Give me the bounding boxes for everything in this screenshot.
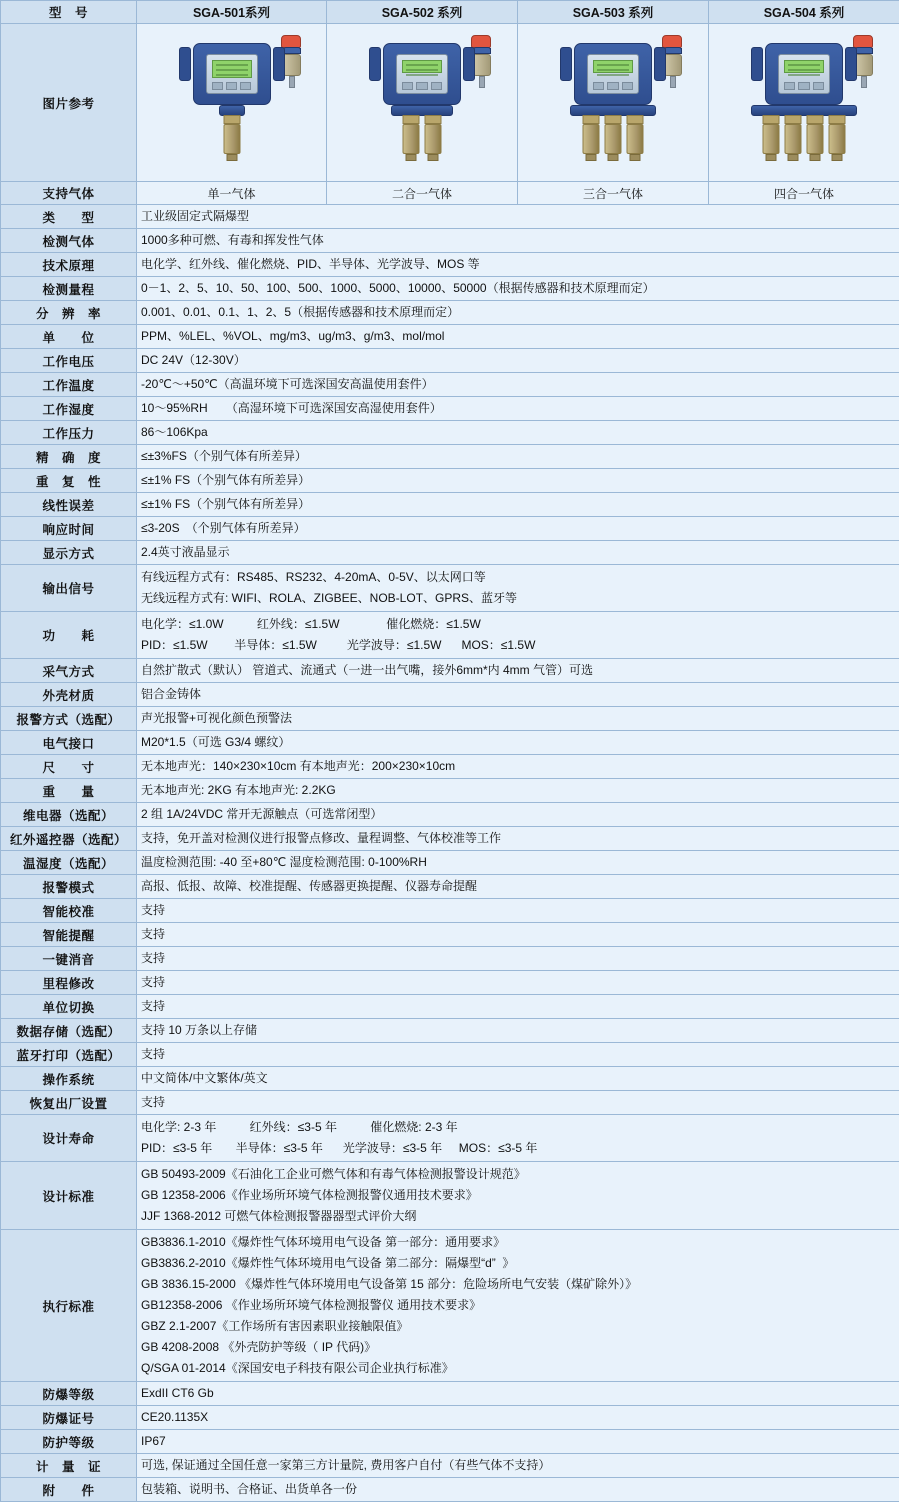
table-row — [1, 1067, 899, 1091]
table-row — [1, 923, 899, 947]
table-row — [1, 229, 899, 253]
keypad — [212, 82, 252, 90]
mounting-bracket-left — [560, 47, 572, 81]
row-value: 2.4英寸液晶显示 — [137, 541, 899, 565]
row-value: 0.001、0.01、0.1、1、2、5（根据传感器和技术原理而定） — [137, 301, 899, 325]
mounting-bracket-right — [463, 47, 475, 81]
row-label: 重 复 性 — [1, 469, 137, 493]
detector-housing — [765, 43, 843, 105]
table-row — [1, 995, 899, 1019]
alarm-horn-icon — [664, 47, 682, 87]
row-label: 工作温度 — [1, 373, 137, 397]
row-value-line: JJF 1368-2012 可燃气体检测报警器器型式评价大纲 — [141, 1206, 895, 1227]
table-row — [1, 1406, 899, 1430]
row-value-line: 电化学: 2-3 年 红外线：≤3-5 年 催化燃烧: 2-3 年 — [141, 1117, 895, 1138]
row-label: 尺 寸 — [1, 755, 137, 779]
table-row — [1, 565, 899, 612]
alarm-horn-icon — [283, 47, 301, 87]
row-value-line: 有线远程方式有：RS485、RS232、4-20mA、0-5V、以太网口等 — [141, 567, 895, 588]
table-row — [1, 1430, 899, 1454]
row-value — [137, 612, 899, 659]
device-illustration — [157, 29, 307, 179]
lcd-display — [593, 60, 633, 73]
row-label: 红外遥控器（选配） — [1, 827, 137, 851]
row-value: 高报、低报、故障、校准提醒、传感器更换提醒、仪器寿命提醒 — [137, 875, 899, 899]
row-value: 自然扩散式（默认） 管道式、流通式（一进一出气嘴，接外6mm*内 4mm 气管）可选 — [137, 659, 899, 683]
row-value — [137, 1162, 899, 1230]
row-label: 工作电压 — [1, 349, 137, 373]
row-label: 报警模式 — [1, 875, 137, 899]
table-row — [1, 971, 899, 995]
row-label: 温湿度（选配） — [1, 851, 137, 875]
device-sga-504-cell — [709, 24, 899, 182]
table-row — [1, 24, 899, 182]
row-value — [137, 1230, 899, 1382]
row-value-line: 电化学：≤1.0W 红外线：≤1.5W 催化燃烧：≤1.5W — [141, 614, 895, 635]
row-label: 蓝牙打印（选配） — [1, 1043, 137, 1067]
table-row — [1, 1230, 899, 1382]
row-label: 设计标准 — [1, 1162, 137, 1230]
row-value-line: GB 3836.15-2000 《爆炸性气体环境用电气设备第 15 部分：危险场所电气安装（煤矿除外）》 — [141, 1274, 895, 1295]
model-header-2: SGA-502 系列 — [327, 1, 518, 24]
alarm-horn-icon — [855, 47, 873, 87]
row-label: 防爆证号 — [1, 1406, 137, 1430]
lcd-display — [212, 60, 252, 78]
row-label: 一键消音 — [1, 947, 137, 971]
table-row — [1, 421, 899, 445]
row-label: 防护等级 — [1, 1430, 137, 1454]
row-label: 功 耗 — [1, 612, 137, 659]
table-header-row — [1, 1, 899, 24]
row-label: 防爆等级 — [1, 1382, 137, 1406]
keypad — [402, 82, 442, 90]
device-illustration — [729, 29, 879, 179]
sensor-group — [223, 115, 240, 161]
table-row — [1, 397, 899, 421]
row-value: -20℃～+50℃（高温环境下可选深国安高温使用套件） — [137, 373, 899, 397]
table-row — [1, 875, 899, 899]
row-value-line: GBZ 2.1-2007《工作场所有害因素职业接触限值》 — [141, 1316, 895, 1337]
gas-sensor-probe — [785, 115, 802, 161]
detector-housing — [574, 43, 652, 105]
row-value: 铝合金铸体 — [137, 683, 899, 707]
row-value-col-3: 三合一气体 — [518, 182, 709, 205]
row-label: 分 辨 率 — [1, 301, 137, 325]
row-label: 电气接口 — [1, 731, 137, 755]
row-label: 外壳材质 — [1, 683, 137, 707]
mounting-bracket-right — [654, 47, 666, 81]
mounting-bracket-right — [845, 47, 857, 81]
row-label: 报警方式（选配） — [1, 707, 137, 731]
gas-sensor-probe — [583, 115, 600, 161]
row-value: 支持 — [137, 899, 899, 923]
row-value: PPM、%LEL、%VOL、mg/m3、ug/m3、g/m3、mol/mol — [137, 325, 899, 349]
table-row — [1, 373, 899, 397]
row-label: 单 位 — [1, 325, 137, 349]
alarm-horn-icon — [473, 47, 491, 87]
table-row — [1, 779, 899, 803]
table-row — [1, 1115, 899, 1162]
row-value-col-4: 四合一气体 — [709, 182, 899, 205]
row-value: M20*1.5（可选 G3/4 螺纹） — [137, 731, 899, 755]
mounting-bracket-left — [179, 47, 191, 81]
table-row — [1, 349, 899, 373]
row-value-line: GB3836.2-2010《爆炸性气体环境用电气设备 第二部分：隔爆型“d” 》 — [141, 1253, 895, 1274]
row-value: 支持 10 万条以上存储 — [137, 1019, 899, 1043]
row-value-line: 无线远程方式有: WIFI、ROLA、ZIGBEE、NOB-LOT、GPRS、蓝牙等 — [141, 588, 895, 609]
table-row — [1, 899, 899, 923]
row-value-line: Q/SGA 01-2014《深国安电子科技有限公司企业执行标准》 — [141, 1358, 895, 1379]
table-row — [1, 493, 899, 517]
row-label: 支持气体 — [1, 182, 137, 205]
table-row — [1, 205, 899, 229]
mounting-bracket-right — [273, 47, 285, 81]
row-value: IP67 — [137, 1430, 899, 1454]
row-value: 声光报警+可视化颜色预警法 — [137, 707, 899, 731]
gas-sensor-probe — [223, 115, 240, 161]
row-label: 图片参考 — [1, 24, 137, 182]
row-label: 工作湿度 — [1, 397, 137, 421]
mounting-bracket-left — [369, 47, 381, 81]
row-value: 包装箱、说明书、合格证、出货单各一份 — [137, 1478, 899, 1502]
row-value-line: GB 12358-2006《作业场所环境气体检测报警仪通用技术要求》 — [141, 1185, 895, 1206]
table-row — [1, 851, 899, 875]
keypad — [784, 82, 824, 90]
gas-sensor-probe — [425, 115, 442, 161]
row-label: 智能提醒 — [1, 923, 137, 947]
row-label: 里程修改 — [1, 971, 137, 995]
row-label: 恢复出厂设置 — [1, 1091, 137, 1115]
row-value: 中文简体/中文繁体/英文 — [137, 1067, 899, 1091]
detector-front-panel — [587, 54, 639, 94]
model-header-1: SGA-501系列 — [137, 1, 327, 24]
row-value: ≤±1% FS（个别气体有所差异） — [137, 493, 899, 517]
row-value-col-1: 单一气体 — [137, 182, 327, 205]
table-row — [1, 803, 899, 827]
row-value: 可选, 保证通过全国任意一家第三方计量院, 费用客户自付（有些气体不支持） — [137, 1454, 899, 1478]
row-label: 智能校准 — [1, 899, 137, 923]
row-label: 精 确 度 — [1, 445, 137, 469]
row-value: 无本地声光：140×230×10cm 有本地声光：200×230×10cm — [137, 755, 899, 779]
lcd-display — [784, 60, 824, 73]
table-row — [1, 182, 899, 205]
row-label: 型 号 — [1, 1, 137, 24]
row-value — [137, 565, 899, 612]
row-value: 支持 — [137, 971, 899, 995]
table-row — [1, 1043, 899, 1067]
table-row — [1, 1162, 899, 1230]
table-row — [1, 1091, 899, 1115]
table-row — [1, 1478, 899, 1502]
row-label: 技术原理 — [1, 253, 137, 277]
row-value — [137, 1115, 899, 1162]
gas-sensor-probe — [627, 115, 644, 161]
row-value: CE20.1135X — [137, 1406, 899, 1430]
row-value: ≤±3%FS（个别气体有所差异） — [137, 445, 899, 469]
gas-sensor-probe — [807, 115, 824, 161]
detector-housing — [383, 43, 461, 105]
row-label: 附 件 — [1, 1478, 137, 1502]
table-row — [1, 277, 899, 301]
table-row — [1, 1454, 899, 1478]
table-row — [1, 755, 899, 779]
detector-front-panel — [778, 54, 830, 94]
gas-sensor-probe — [605, 115, 622, 161]
table-row — [1, 947, 899, 971]
row-label: 重 量 — [1, 779, 137, 803]
row-label: 输出信号 — [1, 565, 137, 612]
model-header-3: SGA-503 系列 — [518, 1, 709, 24]
row-value: 0－1、2、5、10、50、100、500、1000、5000、10000、50000（根据传感器和技术原理而定） — [137, 277, 899, 301]
gas-sensor-probe — [829, 115, 846, 161]
row-value-line: GB 50493-2009《石油化工企业可燃气体和有毒气体检测报警设计规范》 — [141, 1164, 895, 1185]
row-label: 采气方式 — [1, 659, 137, 683]
gas-sensor-probe — [403, 115, 420, 161]
detector-front-panel — [206, 54, 258, 94]
row-value: ≤3-20S （个别气体有所差异） — [137, 517, 899, 541]
sensor-group — [763, 115, 846, 161]
row-label: 单位切换 — [1, 995, 137, 1019]
row-value: 电化学、红外线、催化燃烧、PID、半导体、光学波导、MOS 等 — [137, 253, 899, 277]
row-label: 操作系统 — [1, 1067, 137, 1091]
row-value: DC 24V（12-30V） — [137, 349, 899, 373]
table-row — [1, 517, 899, 541]
table-row — [1, 1019, 899, 1043]
row-value: 1000多种可燃、有毒和挥发性气体 — [137, 229, 899, 253]
row-value-line: PID：≤1.5W 半导体：≤1.5W 光学波导：≤1.5W MOS：≤1.5W — [141, 635, 895, 656]
row-value: ≤±1% FS（个别气体有所差异） — [137, 469, 899, 493]
detector-housing — [193, 43, 271, 105]
model-header-4: SGA-504 系列 — [709, 1, 899, 24]
row-label: 检测量程 — [1, 277, 137, 301]
row-value-line: GB 4208-2008 《外壳防护等级（ IP 代码)》 — [141, 1337, 895, 1358]
row-value: 支持 — [137, 995, 899, 1019]
device-illustration — [538, 29, 688, 179]
table-row — [1, 253, 899, 277]
table-row — [1, 731, 899, 755]
row-value: 无本地声光: 2KG 有本地声光: 2.2KG — [137, 779, 899, 803]
table-row — [1, 445, 899, 469]
row-value: 支持 — [137, 1043, 899, 1067]
row-value: 支持 — [137, 947, 899, 971]
table-row — [1, 683, 899, 707]
row-label: 执行标准 — [1, 1230, 137, 1382]
device-sga-501-cell — [137, 24, 327, 182]
table-row — [1, 469, 899, 493]
sensor-group — [403, 115, 442, 161]
table-row — [1, 1382, 899, 1406]
sensor-group — [583, 115, 644, 161]
row-value: 支持，免开盖对检测仪进行报警点修改、量程调整、气体校准等工作 — [137, 827, 899, 851]
table-row — [1, 612, 899, 659]
table-row — [1, 301, 899, 325]
row-value: ExdII CT6 Gb — [137, 1382, 899, 1406]
row-label: 检测气体 — [1, 229, 137, 253]
table-row — [1, 541, 899, 565]
device-illustration — [347, 29, 497, 179]
row-value-line: PID：≤3-5 年 半导体：≤3-5 年 光学波导：≤3-5 年 MOS：≤3-5 年 — [141, 1138, 895, 1159]
table-row — [1, 659, 899, 683]
row-value: 10～95%RH （高湿环境下可选深国安高湿使用套件） — [137, 397, 899, 421]
row-label: 计 量 证 — [1, 1454, 137, 1478]
row-label: 工作压力 — [1, 421, 137, 445]
row-value: 2 组 1A/24VDC 常开无源触点（可选常闭型） — [137, 803, 899, 827]
row-label: 线性误差 — [1, 493, 137, 517]
row-label: 数据存储（选配） — [1, 1019, 137, 1043]
row-value: 支持 — [137, 923, 899, 947]
detector-front-panel — [396, 54, 448, 94]
gas-sensor-probe — [763, 115, 780, 161]
row-value: 工业级固定式隔爆型 — [137, 205, 899, 229]
row-value: 温度检测范围: -40 至+80℃ 湿度检测范围: 0-100%RH — [137, 851, 899, 875]
table-row — [1, 707, 899, 731]
device-sga-502-cell — [327, 24, 518, 182]
row-label: 响应时间 — [1, 517, 137, 541]
row-label: 显示方式 — [1, 541, 137, 565]
row-value-line: GB3836.1-2010《爆炸性气体环境用电气设备 第一部分：通用要求》 — [141, 1232, 895, 1253]
row-value: 86～106Kpa — [137, 421, 899, 445]
table-row — [1, 827, 899, 851]
table-row — [1, 325, 899, 349]
keypad — [593, 82, 633, 90]
row-label: 设计寿命 — [1, 1115, 137, 1162]
row-label: 类 型 — [1, 205, 137, 229]
specification-table-body — [1, 1, 899, 1502]
lcd-display — [402, 60, 442, 73]
mounting-bracket-left — [751, 47, 763, 81]
row-value-col-2: 二合一气体 — [327, 182, 518, 205]
row-value: 支持 — [137, 1091, 899, 1115]
device-sga-503-cell — [518, 24, 709, 182]
row-value-line: GB12358-2006 《作业场所环境气体检测报警仪 通用技术要求》 — [141, 1295, 895, 1316]
row-label: 维电器（选配） — [1, 803, 137, 827]
